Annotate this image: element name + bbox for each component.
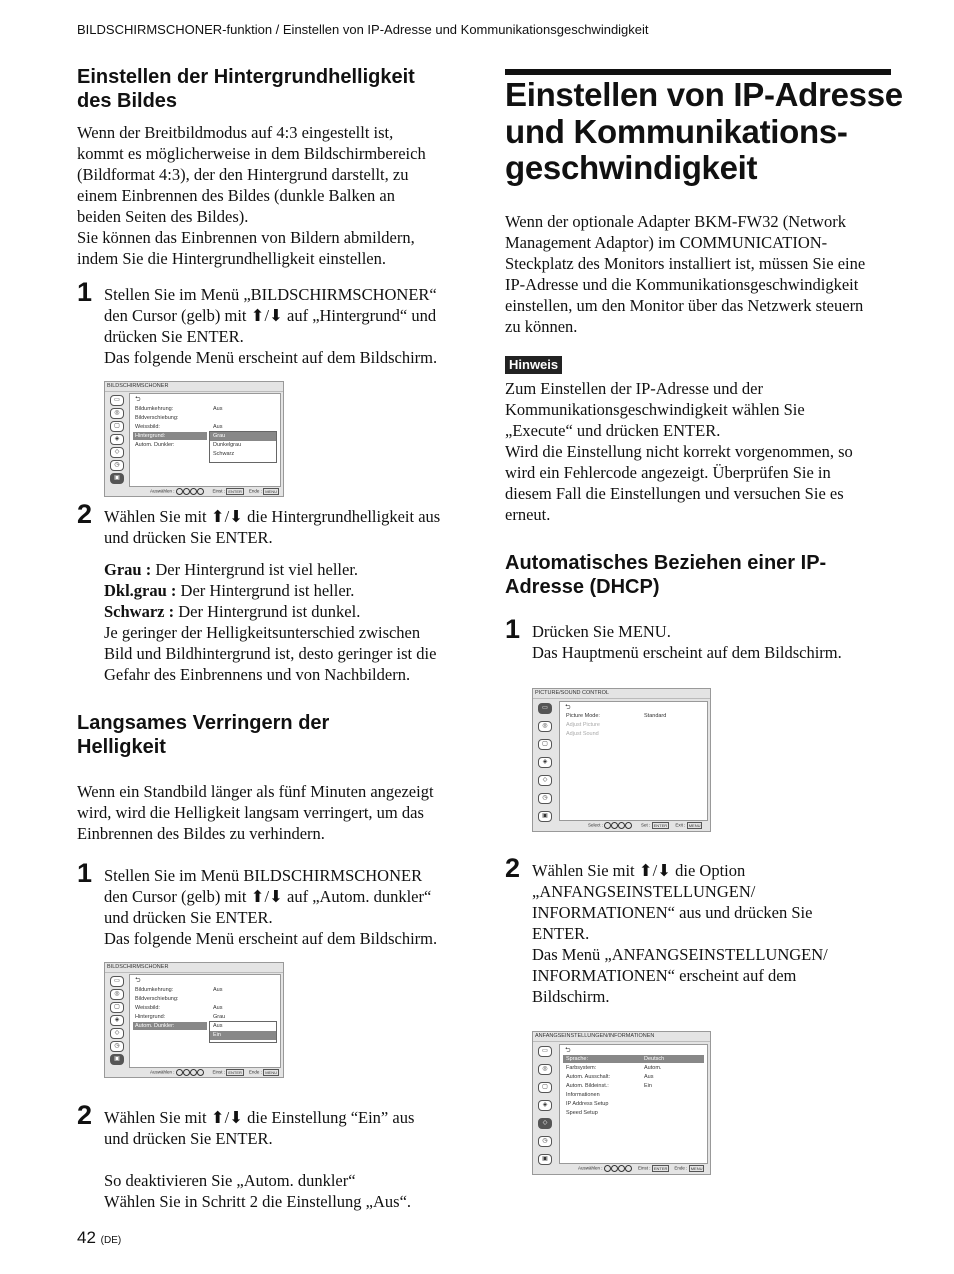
- menu-value: Aus: [213, 1005, 223, 1011]
- menu-label: Weissbild:: [135, 424, 160, 430]
- step-text: Drücken Sie MENU. Das Hauptmenü erscheint auf dem Bildschirm.: [532, 622, 842, 662]
- menu-footer: [588, 822, 702, 829]
- right-button-icon: [197, 488, 204, 495]
- clock-icon: ◷: [110, 460, 124, 471]
- menu-key-icon: MENU: [265, 1070, 277, 1075]
- config-icon: ◇: [110, 447, 124, 458]
- down-button-icon: [183, 488, 190, 495]
- title-rule: [505, 69, 891, 75]
- step-number: 1: [77, 858, 93, 888]
- step-text: Stellen Sie im Menü „BILDSCHIRMSCHONER“ den Cursor (gelb) mit ⬆/⬇ auf „Hintergrund“ und drücken Sie ENTER. Das folgende Menü erscheint auf dem Bildschirm.: [104, 285, 438, 367]
- clock-icon: ◷: [110, 1041, 124, 1052]
- menu-screenshot-bildschirmschoner-hintergrund: [104, 381, 284, 497]
- footer-select-label: Select :: [588, 822, 604, 828]
- picture-icon: ▭: [110, 395, 124, 406]
- enter-key-icon: ENTER: [653, 1166, 668, 1171]
- note-label: Hinweis: [505, 356, 562, 374]
- enter-key-icon: ENTER: [653, 823, 668, 828]
- up-button-icon: [176, 1069, 183, 1076]
- sound-icon: ◎: [538, 1064, 552, 1075]
- menu-label: Autom. Dunkler:: [135, 442, 175, 448]
- running-head: BILDSCHIRMSCHONER-funktion / Einstellen von IP-Adresse und Kommunikationsgeschwindigkeit: [77, 22, 649, 37]
- back-icon: ⮌: [135, 396, 141, 403]
- screensaver-icon: ▣: [110, 473, 124, 484]
- picture-icon: ▭: [538, 1046, 552, 1057]
- menu-label: Bildverschiebung:: [135, 996, 179, 1002]
- menu-label: Autom. Bildeinst.:: [566, 1083, 609, 1089]
- dropdown-list: [209, 431, 277, 463]
- dropdown-option: Grau: [213, 433, 226, 439]
- menu-title: BILDSCHIRMSCHONER: [107, 383, 169, 389]
- sound-icon: ◎: [110, 989, 124, 1000]
- down-button-icon: [611, 822, 618, 829]
- left-button-icon: [190, 488, 197, 495]
- picture-icon: ▭: [110, 976, 124, 987]
- left-button-icon: [618, 1165, 625, 1172]
- right-button-icon: [625, 1165, 632, 1172]
- step-number: 1: [505, 614, 521, 644]
- menu-value: Aus: [213, 987, 223, 993]
- menu-label: Picture Mode:: [566, 713, 600, 719]
- dropdown-list: [209, 1021, 277, 1043]
- menu-label: Weissbild:: [135, 1005, 160, 1011]
- menu-label: Bildumkehrung:: [135, 987, 174, 993]
- input-icon: ▢: [110, 421, 124, 432]
- menu-footer: [150, 488, 279, 495]
- chapter-intro: Wenn der optionale Adapter BKM-FW32 (Network Management Adaptor) im COMMUNICATION- Steckplatz des Monitors installiert ist, müssen Sie eine IP-Adresse und die Kommunikationsgeschwindigkeit einstellen, um den Monitor über das Netzwerk steuern zu können.: [505, 212, 866, 336]
- menu-label: Bildverschiebung:: [135, 415, 179, 421]
- left-button-icon: [618, 822, 625, 829]
- right-button-icon: [625, 822, 632, 829]
- menu-screenshot-picture-sound-control: [532, 688, 711, 832]
- step-text: Wählen Sie mit ⬆/⬇ die Hintergrundhelligkeit aus und drücken Sie ENTER.: [104, 507, 441, 547]
- input-icon: ▢: [538, 1082, 552, 1093]
- deactivate-note: So deaktivieren Sie „Autom. dunkler“ Wählen Sie in Schritt 2 die Einstellung „Aus“.: [104, 1171, 412, 1211]
- down-button-icon: [183, 1069, 190, 1076]
- menu-value: Deutsch: [644, 1056, 665, 1062]
- menu-label: Farbsystem:: [566, 1065, 597, 1071]
- step-text: Wählen Sie mit ⬆/⬇ die Einstellung “Ein” aus und drücken Sie ENTER.: [104, 1108, 415, 1148]
- menu-panel: [129, 974, 281, 1068]
- menu-screenshot-anfangseinstellungen: [532, 1031, 711, 1175]
- settings-icon: ◈: [538, 1100, 552, 1111]
- menu-label: Speed Setup: [566, 1110, 598, 1116]
- up-button-icon: [604, 1165, 611, 1172]
- section-intro-helligkeit: Wenn ein Standbild länger als fünf Minuten angezeigt wird, wird die Helligkeit langsam verringert, um das Einbrennen des Bildes zu verhindern.: [77, 782, 434, 843]
- sound-icon: ◎: [110, 408, 124, 419]
- config-icon: ◇: [110, 1028, 124, 1039]
- config-icon: ◇: [538, 1118, 552, 1129]
- clock-icon: ◷: [538, 793, 552, 804]
- dropdown-option: Dunkelgrau: [213, 442, 242, 448]
- step-text: Stellen Sie im Menü BILDSCHIRMSCHONER den Cursor (gelb) mit ⬆/⬇ auf „Autom. dunkler“ und drücken Sie ENTER. Das folgende Menü erscheint auf dem Bildschirm.: [104, 866, 438, 948]
- settings-icon: ◈: [110, 434, 124, 445]
- menu-label: IP Address Setup: [566, 1101, 609, 1107]
- settings-icon: ◈: [538, 757, 552, 768]
- option-grau: Grau : Der Hintergrund ist viel heller.: [104, 560, 359, 579]
- menu-title: ANFANGSEINSTELLUNGEN/INFORMATIONEN: [535, 1033, 655, 1039]
- menu-panel: [559, 1044, 708, 1164]
- menu-value: Autom.: [644, 1065, 662, 1071]
- dropdown-option: Schwarz: [213, 451, 235, 457]
- back-icon: ⮌: [135, 977, 141, 984]
- footer-exit-label: Ende :: [248, 1069, 262, 1075]
- menu-footer: [578, 1165, 704, 1172]
- step-number: 2: [77, 499, 93, 529]
- screensaver-icon: ▣: [110, 1054, 124, 1065]
- footer-exit-label: Exit :: [675, 822, 686, 828]
- menu-value: Standard: [644, 713, 667, 719]
- clock-icon: ◷: [538, 1136, 552, 1147]
- menu-footer: [150, 1069, 279, 1076]
- back-icon: ⮌: [565, 1047, 571, 1054]
- config-icon: ◇: [538, 775, 552, 786]
- input-icon: ▢: [538, 739, 552, 750]
- menu-value: Aus: [644, 1074, 654, 1080]
- menu-panel: [129, 393, 281, 487]
- right-button-icon: [197, 1069, 204, 1076]
- menu-label: Adjust Sound: [566, 731, 599, 737]
- menu-title: BILDSCHIRMSCHONER: [107, 964, 169, 970]
- sound-icon: ◎: [538, 721, 552, 732]
- menu-label: Hintergrund:: [135, 1014, 166, 1020]
- footer-set-label: Set :: [641, 822, 651, 828]
- menu-label: Autom. Dunkler:: [135, 1023, 175, 1029]
- section-intro-hintergrund: Wenn der Breitbildmodus auf 4:3 eingestellt ist, kommt es möglicherweise in dem Bildschirmbereich (Bildformat 4:3), der den Hintergrund darstellt, zu einem Einbrennen des Bildes (dunkle Balken an beiden Seiten des Bildes). Sie können das Einbrennen von Bildern abmildern, indem Sie die Hintergrundhelligkeit einstellen.: [77, 123, 426, 268]
- footer-set-label: Einst :: [212, 488, 226, 494]
- option-dunkelgrau: Dkl.grau : Der Hintergrund ist heller.: [104, 581, 355, 600]
- screensaver-icon: ▣: [538, 1154, 552, 1165]
- section-heading-dhcp: Automatisches Beziehen einer IP- Adresse (DHCP): [505, 552, 827, 598]
- step-number: 2: [505, 853, 521, 883]
- enter-key-icon: ENTER: [228, 489, 242, 494]
- menu-label: Sprache:: [566, 1056, 589, 1062]
- chapter-title: Einstellen von IP-Adresse und Kommunikations- geschwindigkeit: [505, 76, 903, 186]
- screensaver-icon: ▣: [538, 811, 552, 822]
- up-button-icon: [176, 488, 183, 495]
- menu-label: Adjust Picture: [566, 722, 600, 728]
- footer-select-label: Auswählen :: [150, 1069, 175, 1075]
- menu-key-icon: MENU: [690, 1166, 703, 1171]
- step-number: 2: [77, 1100, 93, 1130]
- footer-exit-label: Ende :: [674, 1165, 688, 1171]
- menu-value: Aus: [213, 424, 223, 430]
- page-number: 42 (DE): [77, 1228, 122, 1247]
- down-button-icon: [611, 1165, 618, 1172]
- menu-value: Grau: [213, 1014, 226, 1020]
- settings-icon: ◈: [110, 1015, 124, 1026]
- input-icon: ▢: [110, 1002, 124, 1013]
- menu-panel: [559, 701, 708, 821]
- menu-label: Autom. Ausschalt:: [566, 1074, 611, 1080]
- enter-key-icon: ENTER: [228, 1070, 242, 1075]
- back-icon: ⮌: [565, 704, 571, 711]
- step-note: Je geringer der Helligkeitsunterschied zwischen Bild und Bildhintergrund ist, desto geringer ist die Gefahr des Einbrennens und von Nachbildern.: [104, 623, 437, 684]
- section-heading-helligkeit: Langsames Verringern der Helligkeit: [77, 712, 330, 758]
- menu-label: Bildumkehrung:: [135, 406, 174, 412]
- menu-value: Ein: [644, 1083, 652, 1089]
- footer-select-label: Auswählen :: [150, 488, 175, 494]
- step-number: 1: [77, 277, 93, 307]
- footer-select-label: Auswählen :: [578, 1165, 603, 1171]
- dropdown-option: Ein: [213, 1032, 221, 1038]
- menu-key-icon: MENU: [265, 489, 277, 494]
- footer-exit-label: Ende :: [248, 488, 262, 494]
- menu-label: Hintergrund:: [135, 433, 166, 439]
- menu-key-icon: MENU: [688, 823, 701, 828]
- menu-label: Informationen: [566, 1092, 600, 1098]
- up-button-icon: [604, 822, 611, 829]
- footer-set-label: Einst :: [638, 1165, 651, 1171]
- note-text: Zum Einstellen der IP-Adresse und der Kommunikationsgeschwindigkeit wählen Sie „Execute“ und drücken ENTER. Wird die Einstellung nicht korrekt vorgenommen, so wird ein Fehlercode angezeigt. Überprüfen Sie in diesem Fall die Einstellungen und versuchen Sie es erneut.: [505, 379, 853, 524]
- menu-title: PICTURE/SOUND CONTROL: [535, 690, 609, 696]
- menu-value: Aus: [213, 406, 223, 412]
- picture-icon: ▭: [538, 703, 552, 714]
- dropdown-option: Aus: [213, 1023, 223, 1029]
- menu-screenshot-bildschirmschoner-dunkler: [104, 962, 284, 1078]
- left-button-icon: [190, 1069, 197, 1076]
- section-heading-hintergrund: Einstellen der Hintergrundhelligkeit des Bildes: [77, 66, 415, 112]
- footer-set-label: Einst :: [212, 1069, 226, 1075]
- step-text: Wählen Sie mit ⬆/⬇ die Option „ANFANGSEINSTELLUNGEN/ INFORMATIONEN“ aus und drücken Sie ENTER. Das Menü „ANFANGSEINSTELLUNGEN/ INFORMATIONEN“ erscheint auf dem Bildschirm.: [532, 861, 828, 1006]
- option-schwarz: Schwarz : Der Hintergrund ist dunkel.: [104, 602, 361, 621]
